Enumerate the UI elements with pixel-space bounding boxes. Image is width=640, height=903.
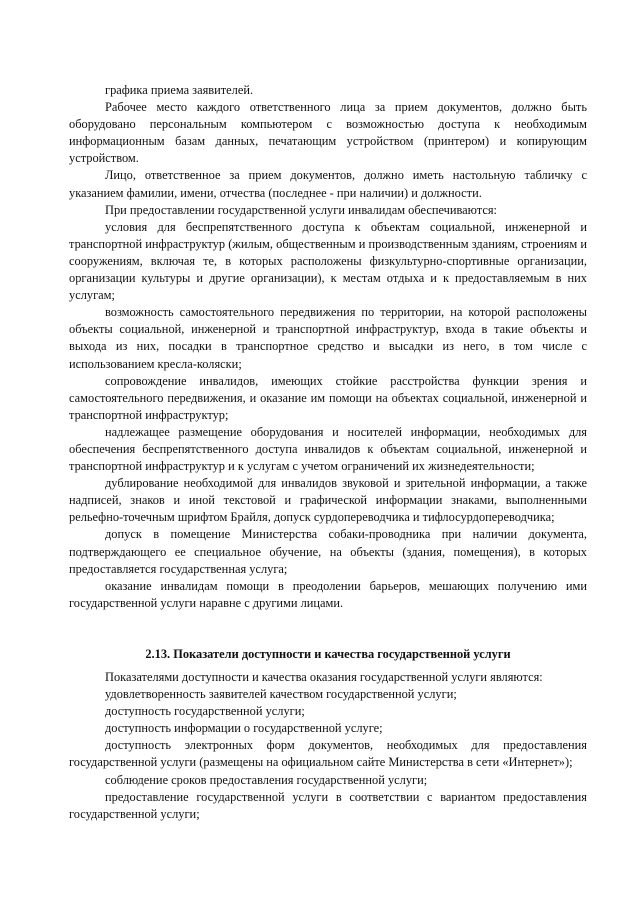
paragraph: соблюдение сроков предоставления государственной услуги; [105,772,428,787]
paragraph: условия для беспрепятственного доступа к объектам социальной, инженерной и транспортной инфраструктур (жилым, общественным и производственным зданиям, строениям и сооружениям, включая те, в которых расположены физкультурно-спортивные организации, организации культуры и другие организации), к местам отдыха и к предоставляемым в них услугам; [69,219,587,303]
paragraph: удовлетворенность заявителей качеством государственной услуги; [105,687,457,702]
paragraph: надлежащее размещение оборудования и носителей информации, необходимых для обеспечения беспрепятственного доступа инвалидов к объектам социальной, инженерной и транспортной инфраструктур и к услугам с учетом ограничений их жизнедеятельности; [69,424,587,474]
paragraph: сопровождение инвалидов, имеющих стойкие расстройства функции зрения и самостоятельного передвижения, и оказание им помощи на объектах социальной, инженерной и транспортной инфраструктур; [69,373,587,422]
paragraph: графика приема заявителей. [105,83,254,97]
paragraph: доступность государственной услуги; [105,704,305,719]
paragraph: предоставление государственной услуги в соответствии с вариантом предоставления государственной услуги; [69,789,587,821]
paragraph: доступность электронных форм документов, необходимых для предоставления государственной услуги (размещены на официальном сайте Министерства в сети «Интернет»); [69,738,587,770]
document-page [69,82,587,823]
paragraph: Показателями доступности и качества оказания государственной услуги являются: [105,670,543,684]
paragraph: Лицо, ответственное за прием документов, должно иметь настольную табличку с указанием фамилии, имени, отчества (последнее - при наличии) и должности. [69,168,587,200]
paragraph: оказание инвалидам помощи в преодолении барьеров, мешающих получению ими государственной услуги наравне с другими лицами. [69,578,587,610]
paragraph: допуск в помещение Министерства собаки-проводника при наличии документа, подтверждающего ее специальное обучение, на объекты (здания, помещения), в которых предоставляется государственная услуга; [69,527,587,576]
section-quality-indicators [69,646,587,823]
paragraph: возможность самостоятельного передвижения по территории, на которой расположены объекты социальной, инженерной и транспортной инфраструктур, входа в такие объекты и выхода из них, посадки в транспортное средство и высадки из него, в том числе с использованием кресла-коляски; [69,305,587,371]
section-spacer [69,612,587,646]
section-heading: 2.13. Показатели доступности и качества государственной услуги [145,646,511,661]
paragraph: доступность информации о государственной услуге; [105,721,383,736]
section-accessibility-conditions [69,82,587,612]
paragraph: При предоставлении государственной услуги инвалидам обеспечиваются: [105,202,497,217]
paragraph: Рабочее место каждого ответственного лица за прием документов, должно быть оборудовано персональным компьютером с возможностью доступа к необходимым информационным базам данных, печатающим устройством (принтером) и копирующим устройством. [69,100,587,166]
paragraph: дублирование необходимой для инвалидов звуковой и зрительной информации, а также надписей, знаков и иной текстовой и графической информации знаками, выполненными рельефно-точечным шрифтом Брайля, допуск сурдопереводчика и тифлосурдопереводчика; [69,476,587,525]
